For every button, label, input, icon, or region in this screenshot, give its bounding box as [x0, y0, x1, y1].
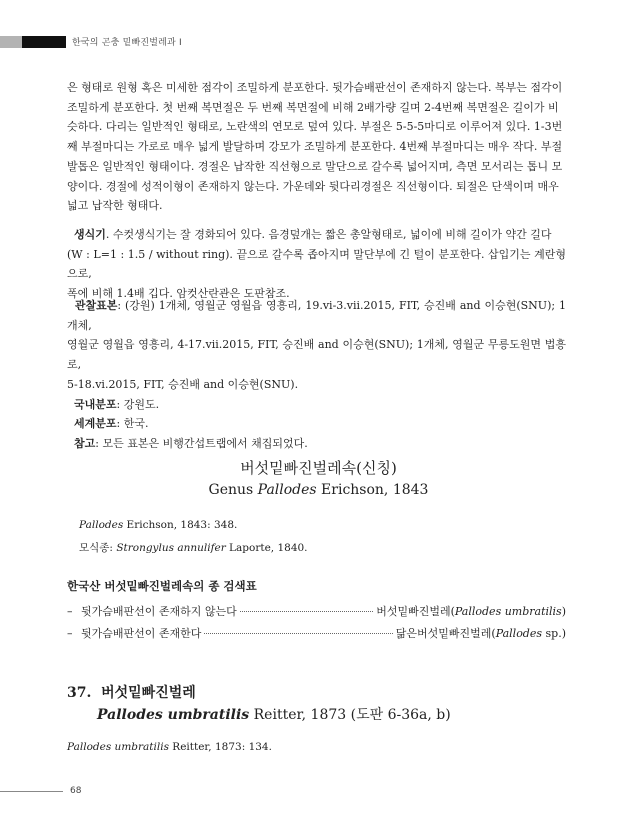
key-heading: 한국산 버섯밑빠진벌레속의 종 검색표 — [67, 579, 257, 593]
text-line: 양이다. 경절에 성적이형이 존재하지 않는다. 가운데와 뒷다리경절은 직선형이다. 퇴절은 단색이며 매우 — [67, 179, 559, 193]
genus-citation: Pallodes Erichson, 1843: 348. — [79, 519, 238, 531]
genus-scientific-title: Genus Pallodes Erichson, 1843 — [208, 482, 429, 498]
key-row: – 뒷가슴배판선이 존재한다 닮은버섯밑빠진벌레(Pallodes sp.) — [67, 627, 566, 640]
footer-rule — [0, 791, 63, 792]
text-line: 발톱은 일반적인 형태이다. 경절은 납작한 직선형으로 말단으로 갈수록 넓어지며, 측면 모서리는 톱니 모 — [67, 159, 563, 173]
species-scientific-name: Pallodes umbratilis Reitter, 1873 (도판 6-36a, b) — [97, 707, 451, 723]
text-line: 관찰표본: (강원) 1개체, 영월군 영월읍 영흥리, 19.vi-3.vii.2015, FIT, 승진배 and 이승현(SNU); 1개체, — [67, 299, 566, 332]
genus-korean-title: 버섯밑빠진벌레속(신칭) — [240, 459, 397, 477]
header-black-block — [22, 36, 66, 48]
material-paragraph — [67, 296, 566, 454]
species-heading: 37. 버섯밑빠진벌레 — [67, 685, 196, 701]
genitalia-paragraph — [67, 225, 566, 304]
text-line: 5-18.vi.2015, FIT, 승진배 and 이승현(SNU). — [67, 377, 299, 391]
text-line: 째 부절마디는 가로로 매우 넓게 발달하며 강모가 조밀하게 분포한다. 4번째 부절마디는 매우 작다. 부절 — [67, 140, 563, 154]
dot-leader — [240, 611, 373, 612]
genitalia-label: 생식기 — [74, 228, 106, 241]
distribution-world: 세계분포: 한국. — [74, 417, 149, 431]
description-paragraph — [67, 78, 566, 216]
header-gray-block — [0, 36, 22, 48]
text-line: 은 형태로 원형 혹은 미세한 점각이 조밀하게 분포한다. 뒷가슴배판선이 존재하지 않는다. 복부는 점각이 — [67, 81, 563, 94]
text-line: 생식기. 수컷생식기는 잘 경화되어 있다. 음경덮개는 짧은 총알형태로, 넓이에 비해 길이가 약간 길다 — [74, 228, 552, 241]
text-line: 조밀하게 분포한다. 첫 번째 복면절은 두 번째 복면절에 비해 2배가량 길며 2-4번째 복면절은 길이가 비 — [67, 100, 559, 114]
text-line: 넓고 납작한 형태다. — [67, 199, 163, 213]
type-species: 모식종: Strongylus annulifer Laporte, 1840. — [79, 542, 308, 554]
material-label: 관찰표본 — [74, 299, 118, 312]
running-title: 한국의 곤충 밑빠진벌레과 I — [72, 38, 182, 48]
key-row: – 뒷가슴배판선이 존재하지 않는다 버섯밑빠진벌레(Pallodes umbratilis) — [67, 605, 566, 618]
distribution-korea: 국내분포: 강원도. — [74, 397, 160, 411]
text-line: 슷하다. 다리는 일반적인 형태로, 노란색의 연모로 덮여 있다. 부절은 5-5-5마디로 이루어져 있다. 1-3번 — [67, 120, 563, 134]
species-citation: Pallodes umbratilis Reitter, 1873: 134. — [67, 741, 272, 753]
text-line: 영월군 영월읍 영흥리, 4-17.vii.2015, FIT, 승진배 and 이승현(SNU); 1개체, 영월군 무릉도원면 법흥로, — [67, 338, 566, 372]
note: 참고: 모든 표본은 비행간섭트랩에서 채집되었다. — [74, 436, 308, 450]
text-line: (W : L=1 : 1.5 / without ring). 끝으로 갈수록 좁아지며 말단부에 긴 털이 분포한다. 삽입기는 계란형으로, — [67, 247, 566, 281]
text-line: 폭에 비해 1.4배 깁다. 암컷산란관은 도판참조. — [67, 287, 290, 301]
dot-leader — [204, 633, 392, 634]
page-number: 68 — [70, 786, 82, 796]
